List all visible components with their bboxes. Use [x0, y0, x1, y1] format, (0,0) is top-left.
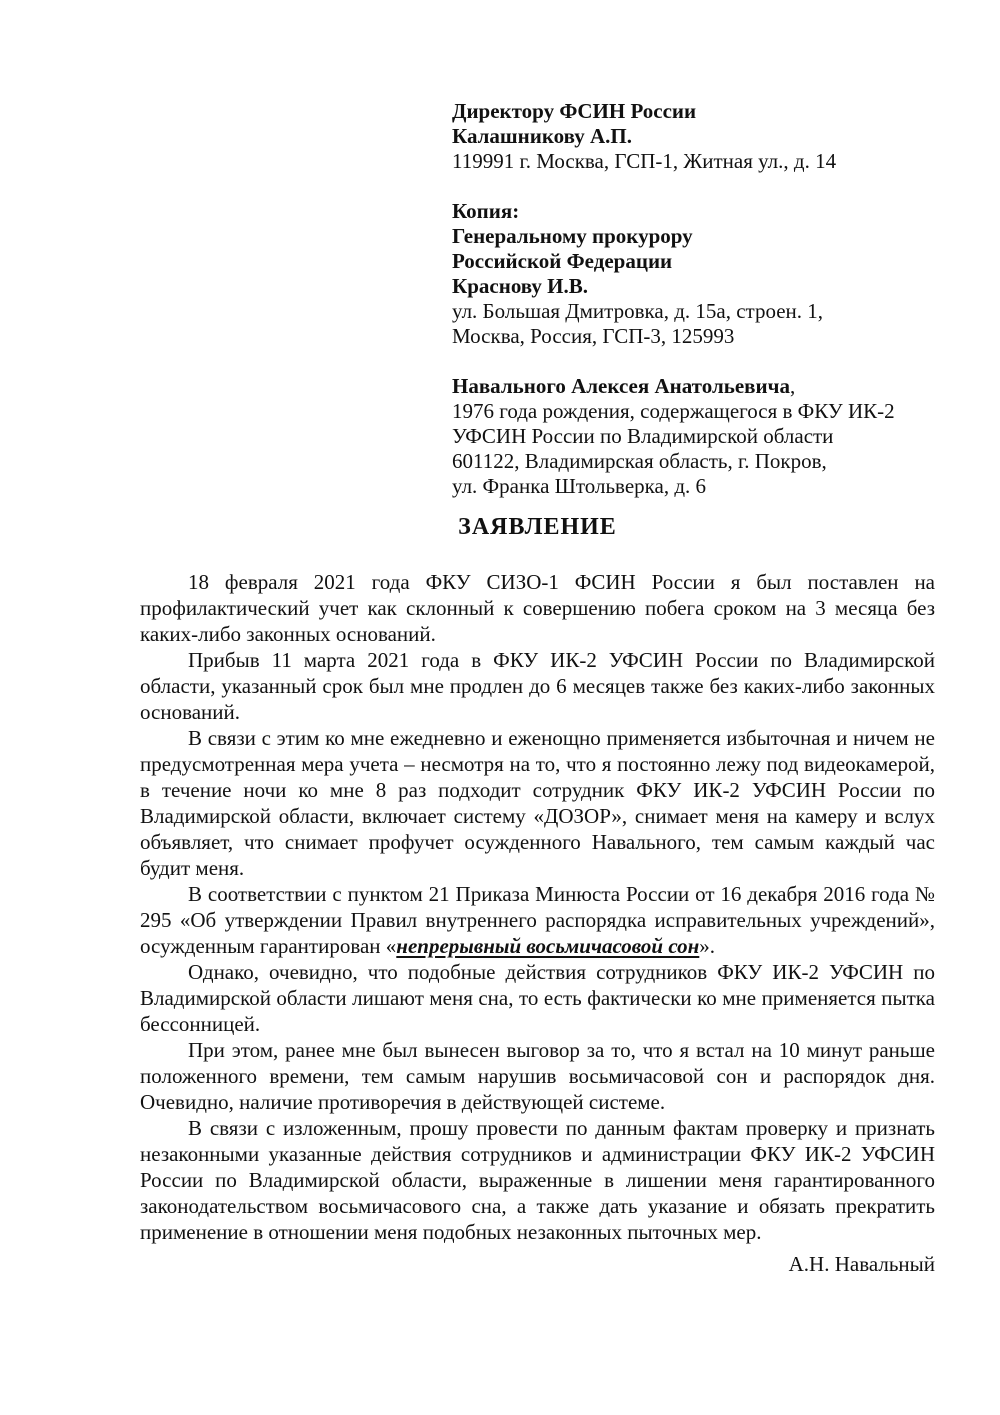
- paragraph-7: В связи с изложенным, прошу провести по данным фактам проверку и признать незаконными указанные действия сотрудников и администрации ФКУ ИК-2 УФСИН России по Владимирской области, выраженные в лишении меня гарантированного законодательством восьмичасового сна, а также дать указание и обязать прекратить применение в отношении меня подобных незаконных пыточных мер.: [140, 1116, 935, 1244]
- paragraph-1: 18 февраля 2021 года ФКУ СИЗО-1 ФСИН России я был поставлен на профилактический учет как склонный к совершению побега сроком на 3 месяца без каких-либо законных оснований.: [140, 570, 935, 646]
- sender-name-suffix: ,: [789, 374, 796, 398]
- paragraph-4-text: В соответствии с пунктом 21 Приказа Минюста России от 16 декабря 2016 года № 295 «Об утверждении Правил внутреннего распорядка исправительных учреждений», осужденным гарантирован «: [140, 882, 935, 958]
- document-title: ЗАЯВЛЕНИЕ: [458, 514, 617, 540]
- paragraph-5: Однако, очевидно, что подобные действия сотрудников ФКУ ИК-2 УФСИН по Владимирской области лишают меня сна, то есть фактически ко мне применяется пытка бессонницей.: [140, 960, 935, 1036]
- sender-info-2: УФСИН России по Владимирской области: [452, 424, 834, 448]
- paragraph-4: [140, 881, 935, 959]
- copy-recipient-name: Краснову И.В.: [452, 274, 589, 298]
- copy-recipient-address-2: Москва, Россия, ГСП-3, 125993: [452, 324, 735, 348]
- sender-name-line: [452, 374, 932, 399]
- copy-recipient-title-2: Российской Федерации: [452, 249, 673, 273]
- addressee-section: [452, 99, 932, 499]
- copy-label: Копия:: [452, 199, 520, 223]
- sender-address-1: 601122, Владимирская область, г. Покров,: [452, 449, 827, 473]
- sender-info-1: 1976 года рождения, содержащегося в ФКУ ИК-2: [452, 399, 895, 423]
- signature: А.Н. Навальный: [788, 1252, 935, 1276]
- sender-name: Навального Алексея Анатольевича: [452, 374, 790, 398]
- copy-recipient-title: Генеральному прокурору: [452, 224, 693, 248]
- copy-recipient-block: [452, 199, 932, 349]
- paragraph-6: При этом, ранее мне был вынесен выговор за то, что я встал на 10 минут раньше положенного времени, тем самым нарушив восьмичасовой сон и распорядок дня. Очевидно, наличие противоречия в действующей системе.: [140, 1038, 935, 1114]
- recipient-block: [452, 99, 932, 174]
- sender-block: [452, 374, 932, 499]
- paragraph-2: Прибыв 11 марта 2021 года в ФКУ ИК-2 УФСИН России по Владимирской области, указанный срок был мне продлен до 6 месяцев также без каких-либо законных оснований.: [140, 648, 935, 724]
- recipient-title: Директору ФСИН России: [452, 99, 697, 123]
- copy-recipient-address-1: ул. Большая Дмитровка, д. 15а, строен. 1,: [452, 299, 824, 323]
- recipient-name: Калашникову А.П.: [452, 124, 633, 148]
- document-body: [140, 569, 935, 1277]
- paragraph-3: В связи с этим ко мне ежедневно и еженощно применяется избыточная и ничем не предусмотренная мера учета – несмотря на то, что я постоянно лежу под видеокамерой, в течение ночи ко мне 8 раз подходит сотрудник ФКУ ИК-2 УФСИН России по Владимирской области, включает систему «ДОЗОР», снимает меня на камеру и вслух объявляет, что снимает профучет осужденного Навального, тем самым каждый час будит меня.: [140, 726, 935, 880]
- recipient-address: 119991 г. Москва, ГСП-1, Житная ул., д. 14: [452, 149, 837, 173]
- paragraph-4-closing: ».: [699, 934, 716, 958]
- sender-address-2: ул. Франка Штольверка, д. 6: [452, 474, 707, 498]
- underlined-phrase: непрерывный восьмичасовой сон: [396, 934, 700, 958]
